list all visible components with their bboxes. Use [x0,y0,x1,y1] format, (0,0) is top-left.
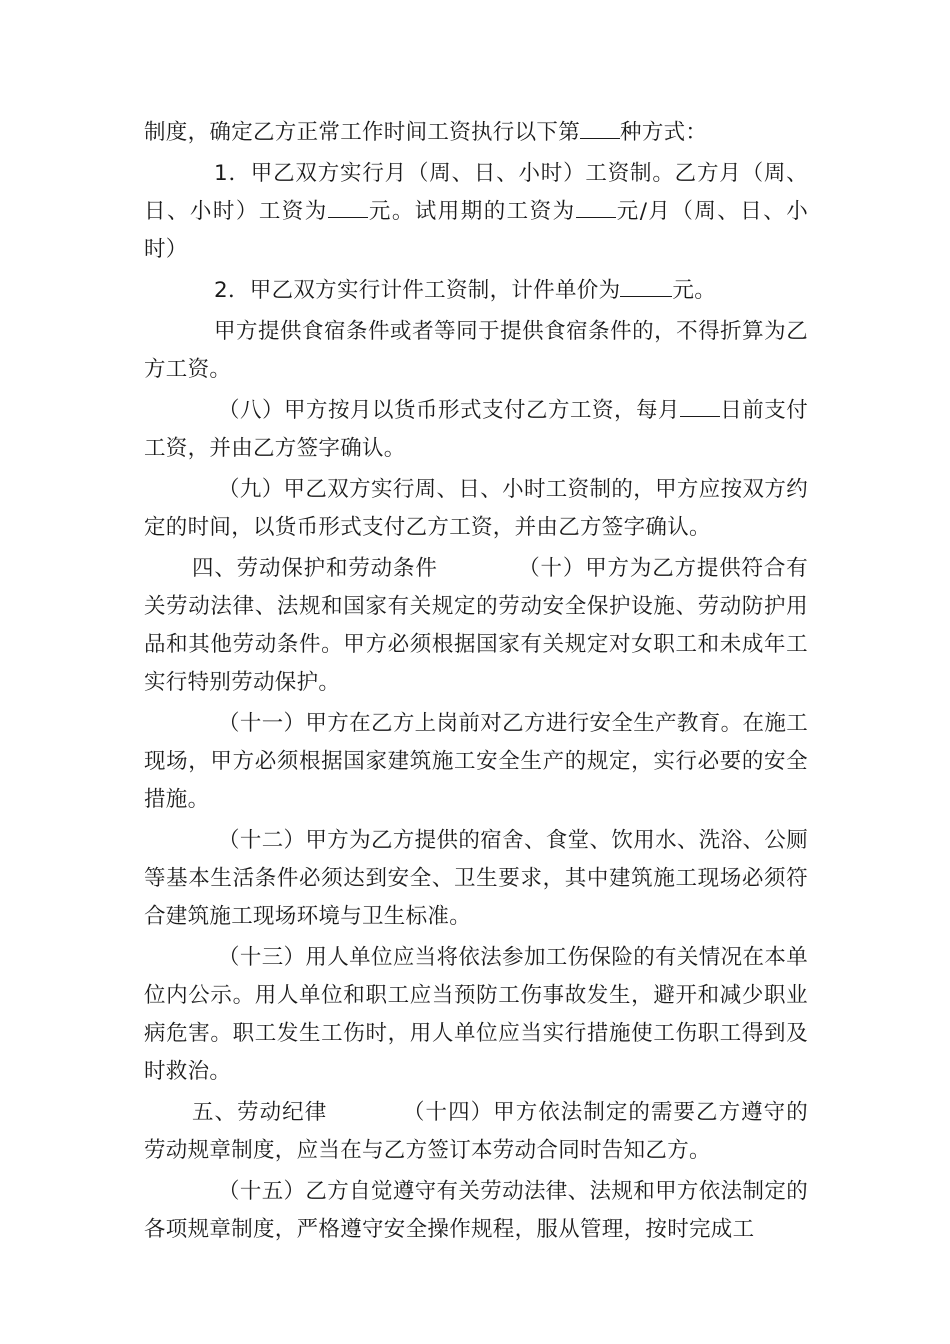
document-body [144,114,808,1252]
blank-field [620,274,672,297]
paragraph-section-5: 五、劳动纪律 （十四）甲方依法制定的需要乙方遵守的劳动规章制度，应当在与乙方签订本劳动合同时告知乙方。 [144,1100,808,1163]
paragraph-clause-9: （九）甲乙双方实行周、日、小时工资制的，甲方应按双方约定的时间，以货币形式支付乙方工资，并由乙方签字确认。 [144,477,808,540]
paragraph-clause-13: （十三）用人单位应当将依法参加工伤保险的有关情况在本单位内公示。用人单位和职工应当预防工伤事故发生，避开和减少职业病危害。职工发生工伤时，用人单位应当实行措施使工伤职工得到及时救治。 [144,945,808,1084]
section-heading: 五、劳动纪律 [192,1100,328,1125]
paragraph-clause-8: （八）甲方按月以货币形式支付乙方工资，每月 日前支付工资，并由乙方签字确认。 [144,392,808,468]
paragraph-time-wage: 1．甲乙双方实行月（周、日、小时）工资制。乙方月（周、日、小时）工资为 元。试用期的工资为 元/月（周、日、小时） [144,161,809,262]
section-heading: 四、劳动保护和劳动条件 [192,556,438,581]
blank-field [580,116,620,139]
paragraph-wage-method: 制度，确定乙方正常工作时间工资执行以下第 种方式： [144,114,808,152]
blank-field [328,195,368,218]
paragraph-board-lodging: 甲方提供食宿条件或者等同于提供食宿条件的，不得折算为乙方工资。 [144,319,808,382]
paragraph-clause-11: （十一）甲方在乙方上岗前对乙方进行安全生产教育。在施工现场，甲方必须根据国家建筑施工安全生产的规定，实行必要的安全措施。 [144,711,808,812]
paragraph-clause-15: （十五）乙方自觉遵守有关劳动法律、法规和甲方依法制定的各项规章制度，严格遵守安全操作规程，服从管理，按时完成工 [144,1179,808,1242]
paragraph-clause-12: （十二）甲方为乙方提供的宿舍、食堂、饮用水、洗浴、公厕等基本生活条件必须达到安全、卫生要求，其中建筑施工现场必须符合建筑施工现场环境与卫生标准。 [144,828,808,929]
blank-field [576,195,616,218]
blank-field [680,394,720,417]
paragraph-section-4: 四、劳动保护和劳动条件 （十）甲方为乙方提供符合有关劳动法律、法规和国家有关规定的劳动安全保护设施、劳动防护用品和其他劳动条件。甲方必须根据国家有关规定对女职工和未成年工实行特别劳动保护。 [144,556,808,695]
paragraph-piece-wage: 2．甲乙双方实行计件工资制，计件单价为 元。 [144,272,808,310]
